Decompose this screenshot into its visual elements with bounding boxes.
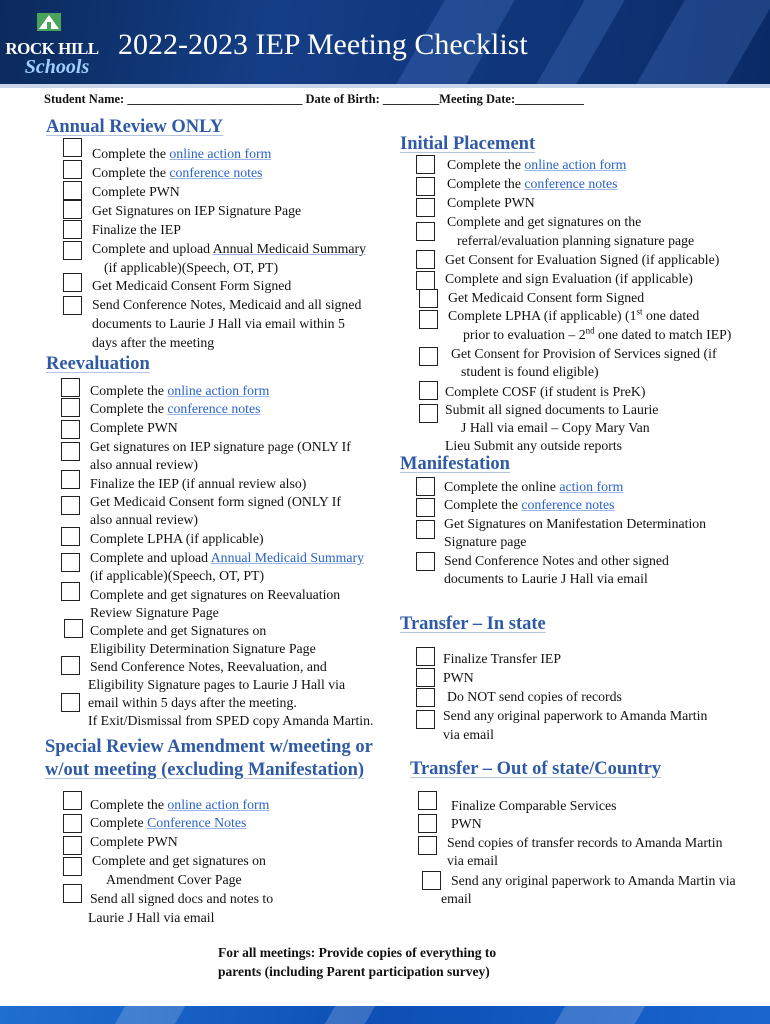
- special-review-heading: Special Review Amendment w/meeting or: [45, 737, 373, 757]
- annual-item-1: Complete the online action form: [92, 146, 272, 161]
- checkbox-initial-10[interactable]: [419, 381, 438, 400]
- manifest-item-4: Send Conference Notes and other signed: [444, 553, 669, 568]
- transfer-in-state-heading: Transfer – In state: [400, 614, 546, 634]
- logo-text: ROCK HILL: [5, 39, 99, 58]
- special-item-4: Complete and get signatures on: [92, 853, 266, 868]
- special-item-5: Send all signed docs and notes to: [90, 891, 274, 906]
- manifest-item-1: Complete the online action form: [444, 479, 624, 494]
- checkbox-reeval-7[interactable]: [61, 527, 80, 546]
- checkbox-initial-1[interactable]: [416, 155, 435, 174]
- checkbox-annual-6[interactable]: [63, 241, 82, 260]
- checkbox-annual-1[interactable]: [63, 138, 82, 157]
- reeval-item-8: Complete and upload Annual Medicaid Summary: [90, 550, 364, 565]
- checkbox-reeval-1[interactable]: [61, 378, 80, 397]
- conference-notes-link[interactable]: Conference Notes: [147, 815, 247, 830]
- transfer-in-item-3: Do NOT send copies of records: [447, 689, 622, 704]
- checkbox-initial-2[interactable]: [416, 177, 435, 196]
- reeval-item-12: If Exit/Dismissal from SPED copy Amanda Martin.: [88, 713, 374, 728]
- checkbox-special-2[interactable]: [63, 814, 82, 833]
- reeval-item-4-cont: also annual review): [90, 457, 199, 472]
- initial-item-9: Get Consent for Provision of Services signed (if: [451, 346, 717, 361]
- checkbox-initial-6[interactable]: [416, 271, 435, 290]
- reeval-item-11-cont: Eligibility Signature pages to Laurie J Hall via: [88, 677, 346, 692]
- initial-item-8-cont: prior to evaluation – 2nd one dated to match IEP): [463, 325, 732, 342]
- checkbox-transfer-out-3[interactable]: [418, 836, 437, 855]
- checkbox-reeval-10[interactable]: [64, 619, 83, 638]
- initial-item-3: Complete PWN: [447, 195, 535, 210]
- checkbox-initial-11[interactable]: [419, 404, 438, 423]
- transfer-out-item-3-cont: via email: [447, 853, 498, 868]
- reeval-item-6-cont: also annual review): [90, 512, 199, 527]
- initial-item-1: Complete the online action form: [447, 157, 627, 172]
- annual-item-5: Finalize the IEP: [92, 222, 181, 237]
- checkbox-reeval-11[interactable]: [61, 656, 80, 675]
- initial-item-6: Complete and sign Evaluation (if applicable): [445, 271, 693, 286]
- checkbox-manifest-1[interactable]: [416, 477, 435, 496]
- checkbox-initial-5[interactable]: [416, 250, 435, 269]
- all-meetings-note-line-2: parents (including Parent participation survey): [218, 964, 490, 979]
- online-action-form-link[interactable]: online action form: [169, 146, 272, 161]
- checkbox-manifest-3[interactable]: [416, 520, 435, 539]
- checkbox-reeval-2[interactable]: [61, 398, 80, 417]
- checkbox-reeval-5[interactable]: [61, 470, 80, 489]
- reeval-item-9: Complete and get signatures on Reevaluation: [90, 587, 341, 602]
- transfer-out-item-2: PWN: [451, 816, 482, 831]
- checkbox-manifest-4[interactable]: [416, 552, 435, 571]
- checkbox-special-1[interactable]: [63, 791, 82, 810]
- header-divider: [0, 84, 770, 88]
- annual-item-2: Complete the conference notes: [92, 165, 263, 180]
- conference-notes-link[interactable]: conference notes: [524, 176, 618, 191]
- checkbox-special-5[interactable]: [63, 884, 82, 903]
- dob-label: Date of Birth: _________: [305, 92, 440, 106]
- page-title: 2022-2023 IEP Meeting Checklist: [118, 28, 528, 61]
- reeval-item-2: Complete the conference notes: [90, 401, 261, 416]
- annual-medicaid-summary-link[interactable]: Annual Medicaid Summary: [212, 241, 366, 256]
- logo-subtext: Schools: [24, 56, 90, 78]
- reeval-item-1: Complete the online action form: [90, 383, 270, 398]
- manifest-item-3: Get Signatures on Manifestation Determination: [444, 516, 707, 531]
- transfer-out-item-4-cont: email: [441, 891, 472, 906]
- initial-item-11-cont: J Hall via email – Copy Mary Van: [461, 420, 650, 435]
- online-action-form-link[interactable]: online action form: [167, 797, 270, 812]
- checkbox-initial-4[interactable]: [416, 222, 435, 241]
- transfer-out-item-1: Finalize Comparable Services: [451, 798, 617, 813]
- checkbox-initial-3[interactable]: [416, 198, 435, 217]
- annual-item-8-cont: documents to Laurie J Hall via email within 5: [92, 316, 345, 331]
- initial-item-8: Complete LPHA (if applicable) (1st one dated: [448, 306, 700, 323]
- reeval-item-9-cont: Review Signature Page: [90, 605, 219, 620]
- checkbox-annual-8[interactable]: [63, 296, 82, 315]
- manifest-item-4-cont: documents to Laurie J Hall via email: [444, 571, 648, 586]
- checkbox-transfer-out-2[interactable]: [418, 814, 437, 833]
- special-item-4-cont: Amendment Cover Page: [106, 872, 242, 887]
- reeval-item-4: Get signatures on IEP signature page (ONLY If: [90, 439, 351, 454]
- initial-item-2: Complete the conference notes: [447, 176, 618, 191]
- manifest-item-3-cont: Signature page: [444, 534, 527, 549]
- conference-notes-link[interactable]: conference notes: [167, 401, 261, 416]
- student-info-line: [44, 92, 584, 107]
- checkbox-reeval-4[interactable]: [61, 442, 80, 461]
- student-name-label: Student Name: ____________________________: [44, 92, 306, 106]
- checkbox-special-3[interactable]: [63, 836, 82, 855]
- checkbox-annual-2[interactable]: [63, 160, 82, 179]
- meeting-date-label: Meeting Date:___________: [439, 92, 584, 106]
- annual-item-6: Complete and upload Annual Medicaid Summary: [92, 241, 366, 256]
- transfer-in-item-2: PWN: [443, 670, 474, 685]
- checkbox-annual-7[interactable]: [63, 273, 82, 292]
- checkbox-special-4[interactable]: [63, 857, 82, 876]
- initial-placement-heading: Initial Placement: [400, 134, 536, 154]
- special-item-1: Complete the online action form: [90, 797, 270, 812]
- reeval-item-3: Complete PWN: [90, 420, 178, 435]
- special-item-2: Complete Conference Notes: [90, 815, 247, 830]
- reeval-item-11-cont-2: email within 5 days after the meeting.: [88, 695, 297, 710]
- initial-item-7: Get Medicaid Consent form Signed: [448, 290, 645, 305]
- conference-notes-link[interactable]: conference notes: [521, 497, 615, 512]
- annual-item-8: Send Conference Notes, Medicaid and all signed: [92, 297, 362, 312]
- checkbox-transfer-in-2[interactable]: [416, 668, 435, 687]
- initial-item-5: Get Consent for Evaluation Signed (if applicable): [445, 252, 720, 267]
- reeval-item-7: Complete LPHA (if applicable): [90, 531, 264, 546]
- seal-icon: [36, 12, 62, 32]
- special-item-3: Complete PWN: [90, 834, 178, 849]
- initial-item-11-cont-2: Lieu Submit any outside reports: [445, 438, 623, 453]
- initial-item-9-cont: student is found eligible): [461, 364, 599, 379]
- online-action-form-link[interactable]: online action form: [167, 383, 270, 398]
- transfer-out-item-3: Send copies of transfer records to Amanda Martin: [447, 835, 723, 850]
- checkbox-initial-7[interactable]: [419, 289, 438, 308]
- checkbox-transfer-in-1[interactable]: [416, 647, 435, 666]
- transfer-in-item-4-cont: via email: [443, 727, 494, 742]
- checkbox-reeval-3[interactable]: [61, 420, 80, 439]
- online-action-form-link[interactable]: online action form: [524, 157, 627, 172]
- annual-item-3: Complete PWN: [92, 184, 180, 199]
- checkbox-transfer-in-4[interactable]: [416, 710, 435, 729]
- action-form-link[interactable]: action form: [559, 479, 624, 494]
- initial-item-4-cont: referral/evaluation planning signature page: [457, 233, 695, 248]
- reeval-item-8-cont: (if applicable)(Speech, OT, PT): [90, 568, 265, 583]
- initial-item-10: Complete COSF (if student is PreK): [445, 384, 646, 399]
- footer-bar: [0, 1006, 770, 1024]
- checkbox-annual-5[interactable]: [63, 220, 82, 239]
- annual-medicaid-summary-link[interactable]: Annual Medicaid Summary: [210, 550, 364, 565]
- conference-notes-link[interactable]: conference notes: [169, 165, 263, 180]
- checkbox-manifest-2[interactable]: [416, 498, 435, 517]
- all-meetings-note-line-1: For all meetings: Provide copies of everything to: [218, 945, 497, 960]
- checkbox-annual-4[interactable]: [63, 200, 82, 219]
- checkbox-reeval-8[interactable]: [61, 553, 80, 572]
- reeval-item-10: Complete and get Signatures on: [90, 623, 267, 638]
- reeval-item-5: Finalize the IEP (if annual review also): [90, 476, 307, 491]
- manifestation-heading: Manifestation: [400, 454, 510, 474]
- initial-item-4: Complete and get signatures on the: [447, 214, 642, 229]
- checkbox-transfer-in-3[interactable]: [416, 688, 435, 707]
- annual-item-8-cont-2: days after the meeting: [92, 335, 215, 350]
- manifest-item-2: Complete the conference notes: [444, 497, 615, 512]
- reevaluation-heading: Reevaluation: [46, 354, 150, 374]
- school-logo: [2, 12, 98, 82]
- checkbox-transfer-out-4[interactable]: [422, 871, 441, 890]
- initial-item-11: Submit all signed documents to Laurie: [445, 402, 659, 417]
- transfer-in-item-1: Finalize Transfer IEP: [443, 651, 562, 666]
- reeval-item-6: Get Medicaid Consent form signed (ONLY If: [90, 494, 341, 509]
- transfer-out-item-4: Send any original paperwork to Amanda Martin via: [451, 873, 736, 888]
- all-meetings-note: [218, 943, 496, 981]
- reeval-item-10-cont: Eligibility Determination Signature Page: [90, 641, 316, 656]
- annual-item-7: Get Medicaid Consent Form Signed: [92, 278, 292, 293]
- special-review-heading-cont: w/out meeting (excluding Manifestation): [45, 760, 365, 780]
- annual-item-4: Get Signatures on IEP Signature Page: [92, 203, 302, 218]
- checkbox-transfer-out-1[interactable]: [418, 791, 437, 810]
- checkbox-initial-8[interactable]: [419, 310, 438, 329]
- transfer-out-of-state-heading: Transfer – Out of state/Country: [410, 759, 662, 779]
- annual-item-6-cont: (if applicable)(Speech, OT, PT): [104, 260, 279, 275]
- checkbox-reeval-6[interactable]: [61, 496, 80, 515]
- annual-review-heading: Annual Review ONLY: [46, 117, 224, 137]
- reeval-item-11: Send Conference Notes, Reevaluation, and: [90, 659, 327, 674]
- transfer-in-item-4: Send any original paperwork to Amanda Martin: [443, 708, 708, 723]
- checkbox-annual-3[interactable]: [63, 181, 82, 200]
- checkbox-reeval-12[interactable]: [61, 693, 80, 712]
- checkbox-reeval-9[interactable]: [61, 582, 80, 601]
- header-banner: [0, 0, 770, 86]
- special-item-5-cont: Laurie J Hall via email: [88, 910, 215, 925]
- checkbox-initial-9[interactable]: [419, 347, 438, 366]
